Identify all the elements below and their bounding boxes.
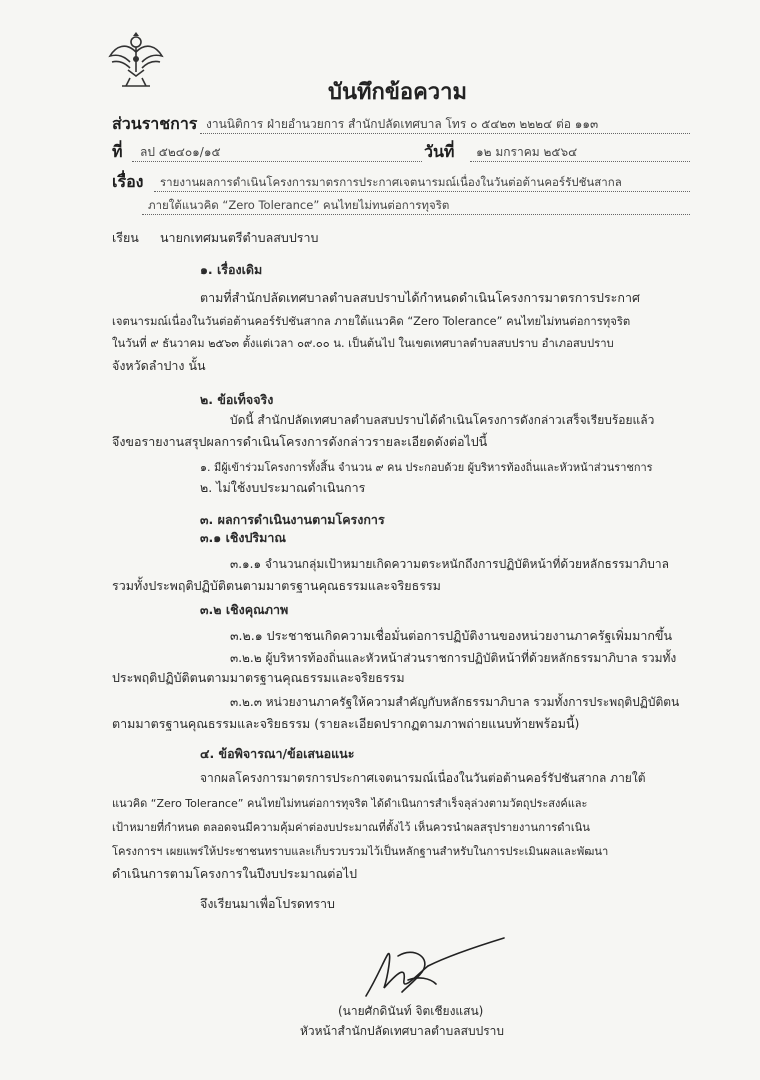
date-dotline	[470, 161, 690, 162]
date-label: วันที่	[424, 142, 455, 161]
section-4-line: แนวคิด “Zero Tolerance” คนไทยไม่ทนต่อการทุจริต ได้ดำเนินการสำเร็จลุล่วงตามวัตถุประสงค์และ	[112, 797, 588, 810]
section-3-1-line: รวมทั้งประพฤติปฏิบัติตนตามมาตรฐานคุณธรรมและจริยธรรม	[112, 578, 441, 593]
signer-name: (นายศักดินันท์ จิตเชียงแสน)	[338, 1004, 484, 1018]
section-1-line: ตามที่สำนักปลัดเทศบาลตำบลสบปราบได้กำหนดดำเนินโครงการมาตรการประกาศ	[200, 290, 640, 305]
ref-value: ลป ๕๒๔๐๑/๑๕	[140, 145, 221, 159]
section-4-line: โครงการฯ เผยแพร่ให้ประชาชนทราบและเก็บรวบรวมไว้เป็นหลักฐานสำหรับในการประเมินผลและพัฒนา	[112, 845, 609, 858]
section-2-line: จึงขอรายงานสรุปผลการดำเนินโครงการดังกล่าวรายละเอียดดังต่อไปนี้	[112, 434, 488, 449]
agency-label: ส่วนราชการ	[112, 114, 198, 133]
section-3-2-line: ๓.๒.๑ ประชาชนเกิดความเชื่อมั่นต่อการปฏิบัติงานของหน่วยงานภาครัฐเพิ่มมากขึ้น	[230, 628, 673, 643]
section-4-line: เป้าหมายที่กำหนด ตลอดจนมีความคุ้มค่าต่องบประมาณที่ตั้งไว้ เห็นควรนำผลสรุปรายงานการดำเนิน	[112, 821, 590, 834]
section-1-heading: ๑. เรื่องเดิม	[200, 262, 263, 277]
section-1-line: ในวันที่ ๙ ธันวาคม ๒๕๖๓ ตั้งแต่เวลา ๐๙.๐๐ น. เป็นต้นไป ในเขตเทศบาลตำบลสบปราบ อำเภอสบปราบ	[112, 337, 614, 350]
section-2-heading: ๒. ข้อเท็จจริง	[200, 392, 274, 407]
section-3-heading: ๓. ผลการดำเนินงานตามโครงการ	[200, 512, 385, 527]
section-4-line: จากผลโครงการมาตรการประกาศเจตนารมณ์เนื่องในวันต่อต้านคอร์รัปชันสากล ภายใต้	[200, 771, 646, 785]
section-2-line: บัดนี้ สำนักปลัดเทศบาลตำบลสบปราบได้ดำเนินโครงการดังกล่าวเสร็จเรียบร้อยแล้ว	[230, 413, 655, 427]
section-3-2-line: ตามมาตรฐานคุณธรรมและจริยธรรม (รายละเอียดปรากฏตามภาพถ่ายแนบท้ายพร้อมนี้)	[112, 716, 580, 731]
subject-line-1: รายงานผลการดำเนินโครงการมาตรการประกาศเจตนารมณ์เนื่องในวันต่อต้านคอร์รัปชันสากล	[160, 175, 622, 189]
subject-dotline-2	[142, 214, 690, 215]
closing-text: จึงเรียนมาเพื่อโปรดทราบ	[200, 896, 335, 911]
section-3-2-line: ๓.๒.๒ ผู้บริหารท้องถิ่นและหัวหน้าส่วนราชการปฏิบัติหน้าที่ด้วยหลักธรรมาภิบาล รวมทั้ง	[230, 651, 677, 665]
section-3-2-line: ประพฤติปฏิบัติตนตามมาตรฐานคุณธรรมและจริยธรรม	[112, 670, 405, 685]
subject-label: เรื่อง	[112, 172, 144, 191]
date-value: ๑๒ มกราคม ๒๕๖๔	[476, 145, 578, 159]
signer-position: หัวหน้าสำนักปลัดเทศบาลตำบลสบปราบ	[300, 1024, 504, 1038]
section-2-item: ๒. ไม่ใช้งบประมาณดำเนินการ	[200, 480, 366, 495]
ref-label: ที่	[112, 142, 123, 161]
salutation-value: นายกเทศมนตรีตำบลสบปราบ	[160, 230, 319, 245]
section-1-line: จังหวัดลำปาง นั้น	[112, 358, 206, 373]
ref-dotline	[132, 161, 422, 162]
subject-line-2: ภายใต้แนวคิด “Zero Tolerance” คนไทยไม่ทนต่อการทุจริต	[148, 198, 450, 212]
section-3-1-heading: ๓.๑ เชิงปริมาณ	[200, 530, 286, 545]
subject-dotline-1	[154, 191, 690, 192]
section-3-2-line: ๓.๒.๓ หน่วยงานภาครัฐให้ความสำคัญกับหลักธรรมาภิบาล รวมทั้งการประพฤติปฏิบัติตน	[230, 695, 680, 709]
section-4-line: ดำเนินการตามโครงการในปีงบประมาณต่อไป	[112, 866, 358, 881]
section-1-line: เจตนารมณ์เนื่องในวันต่อต้านคอร์รัปชันสากล ภายใต้แนวคิด “Zero Tolerance” คนไทยไม่ทนต่อการทุจริต	[112, 315, 631, 328]
section-3-1-line: ๓.๑.๑ จำนวนกลุ่มเป้าหมายเกิดความตระหนักถึงการปฏิบัติหน้าที่ด้วยหลักธรรมาภิบาล	[230, 557, 670, 571]
handwritten-signature	[358, 936, 508, 1004]
section-2-item: ๑. มีผู้เข้าร่วมโครงการทั้งสิ้น จำนวน ๙ คน ประกอบด้วย ผู้บริหารท้องถิ่นและหัวหน้าส่วนราชการ	[200, 461, 653, 474]
agency-dotline	[200, 133, 690, 134]
page-title: บันทึกข้อความ	[328, 80, 468, 105]
section-3-2-heading: ๓.๒ เชิงคุณภาพ	[200, 602, 289, 617]
salutation-label: เรียน	[112, 230, 139, 245]
section-4-heading: ๔. ข้อพิจารณา/ข้อเสนอแนะ	[200, 746, 355, 761]
agency-value: งานนิติการ ฝ่ายอำนวยการ สำนักปลัดเทศบาล โทร ๐ ๕๔๒๓ ๒๒๒๔ ต่อ ๑๑๓	[206, 117, 599, 131]
garuda-emblem-icon	[108, 32, 164, 90]
